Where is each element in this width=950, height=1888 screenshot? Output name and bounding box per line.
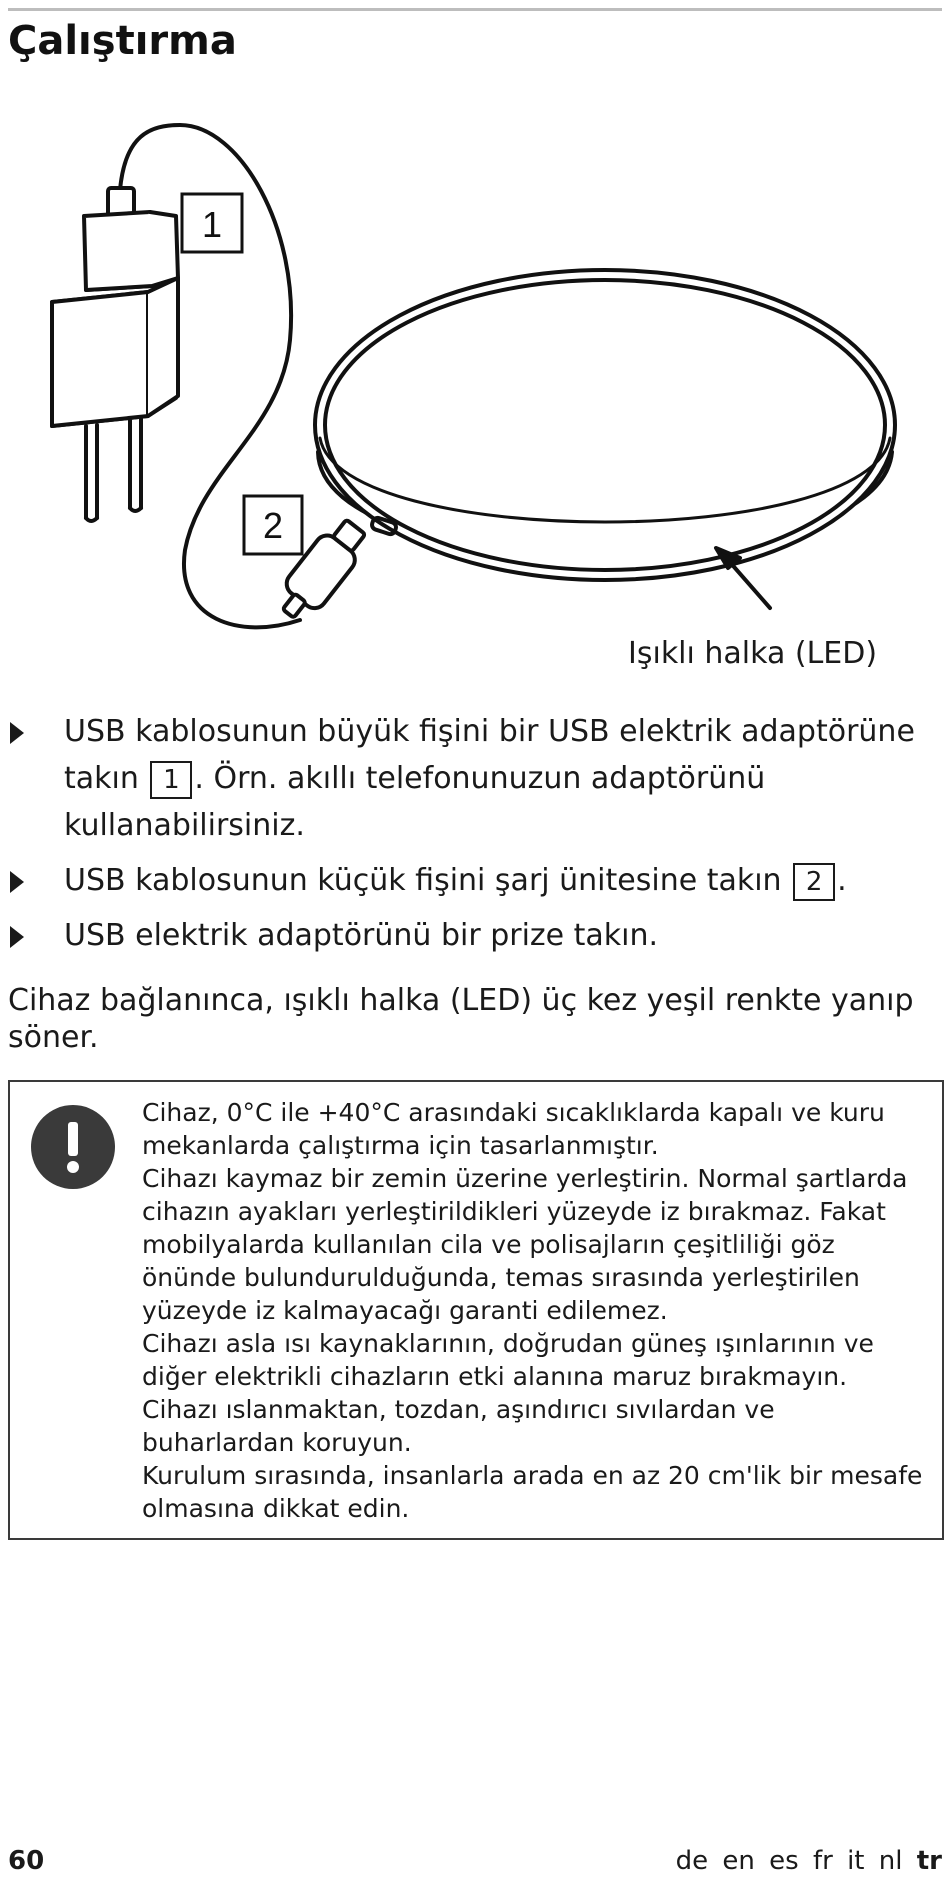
charger-illustration bbox=[0, 120, 950, 700]
led-ring-caption: Işıklı halka (LED) bbox=[628, 636, 878, 671]
step-ref-box: 2 bbox=[793, 863, 835, 901]
top-rule bbox=[8, 8, 942, 11]
lang-fr[interactable]: fr bbox=[812, 1846, 833, 1876]
lang-it[interactable]: it bbox=[847, 1846, 865, 1876]
language-switcher bbox=[670, 1846, 942, 1876]
step-text-tail: . Örn. akıllı telefonunuzun adaptörünü kullanabilirsiniz. bbox=[64, 761, 766, 843]
lang-nl[interactable]: nl bbox=[878, 1846, 903, 1876]
callout-label-1: 1 bbox=[201, 204, 223, 245]
led-note: Cihaz bağlanınca, ışıklı halka (LED) üç kez yeşil renkte yanıp söner. bbox=[8, 983, 914, 1055]
page-number: 60 bbox=[8, 1846, 45, 1876]
charging-pad bbox=[315, 270, 895, 580]
warning-paragraph: Cihazı kaymaz bir zemin üzerine yerleştirin. Normal şartlarda cihazın ayakları yerleştirildikleri yüzeyde iz bırakmaz. Fakat mobilyalarda kullanılan cila ve polisajların çeşitliliği göz önünde bulundurulduğunda, temas sırasında yerleştirilen yüzeyde iz kalmayacağı garanti edilemez. bbox=[142, 1164, 908, 1325]
warning-paragraph: Cihazı asla ısı kaynaklarının, doğrudan güneş ışınlarının ve diğer elektrikli cihazların etki alanına maruz bırakmayın. bbox=[142, 1329, 874, 1391]
lang-es[interactable]: es bbox=[769, 1846, 799, 1876]
lang-de[interactable]: de bbox=[675, 1846, 709, 1876]
bullet-arrow-icon bbox=[10, 926, 24, 948]
step-text: USB kablosunun büyük fişini bir USB elektrik adaptörüne takın bbox=[64, 714, 915, 796]
bullet-arrow-icon bbox=[10, 722, 24, 744]
callout-label-2: 2 bbox=[262, 505, 284, 546]
lang-en[interactable]: en bbox=[722, 1846, 755, 1876]
step-text: USB elektrik adaptörünü bir prize takın. bbox=[64, 918, 659, 953]
instruction-step bbox=[8, 708, 938, 849]
instruction-step bbox=[8, 912, 938, 959]
bullet-arrow-icon bbox=[10, 871, 24, 893]
exclamation-icon bbox=[30, 1104, 116, 1190]
step-ref-box: 1 bbox=[150, 761, 192, 799]
usb-adapter bbox=[52, 188, 178, 521]
instruction-step bbox=[8, 857, 938, 904]
warning-paragraph: Kurulum sırasında, insanlarla arada en az 20 cm'lik bir mesafe olmasına dikkat edin. bbox=[142, 1461, 923, 1523]
warning-text bbox=[142, 1096, 932, 1525]
page-footer bbox=[8, 1846, 942, 1880]
step-text-tail: . bbox=[837, 863, 847, 898]
lang-tr[interactable]: tr bbox=[916, 1846, 942, 1876]
step-text: USB kablosunun küçük fişini şarj ünitesine takın bbox=[64, 863, 792, 898]
instruction-steps bbox=[8, 708, 938, 967]
page-title: Çalıştırma bbox=[8, 18, 237, 64]
warning-paragraph: Cihazı ıslanmaktan, tozdan, aşındırıcı sıvılardan ve buharlardan koruyun. bbox=[142, 1395, 775, 1457]
warning-box bbox=[8, 1080, 944, 1540]
warning-paragraph: Cihaz, 0°C ile +40°C arasındaki sıcaklıklarda kapalı ve kuru mekanlarda çalıştırma için tasarlanmıştır. bbox=[142, 1098, 885, 1160]
